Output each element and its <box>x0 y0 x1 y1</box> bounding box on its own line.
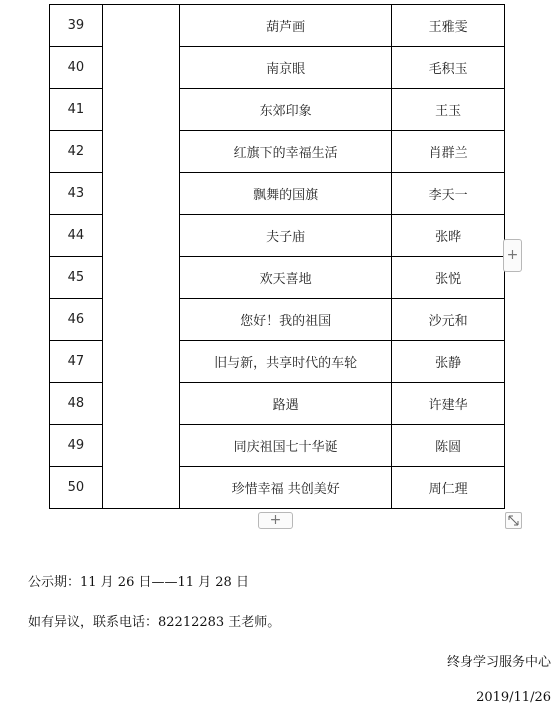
entry-number: 42 <box>50 131 103 173</box>
entry-title: 同庆祖国七十华诞 <box>180 425 392 467</box>
entry-number: 39 <box>50 5 103 47</box>
entry-number: 50 <box>50 467 103 509</box>
resize-diagonal-icon <box>506 513 521 528</box>
entry-author: 张晔 <box>392 215 505 257</box>
entry-title: 南京眼 <box>180 47 392 89</box>
entry-author: 周仁理 <box>392 467 505 509</box>
entries-table <box>49 4 505 509</box>
table-resize-handle[interactable] <box>505 512 522 529</box>
entry-title: 珍惜幸福 共创美好 <box>180 467 392 509</box>
entry-number: 47 <box>50 341 103 383</box>
entry-author: 肖群兰 <box>392 131 505 173</box>
notice-date: 2019/11/26 <box>476 690 551 705</box>
entry-number: 46 <box>50 299 103 341</box>
merged-blank-cell <box>102 5 179 509</box>
entry-author: 许建华 <box>392 383 505 425</box>
organization-name: 终身学习服务中心 <box>446 655 551 670</box>
entry-title: 旧与新，共享时代的车轮 <box>180 341 392 383</box>
entry-author: 沙元和 <box>392 299 505 341</box>
entry-title: 红旗下的幸福生活 <box>180 131 392 173</box>
notice-period-text: 公示期：11 月 26 日——11 月 28 日 <box>28 575 249 590</box>
entry-title: 路遇 <box>180 383 392 425</box>
add-row-button[interactable] <box>258 512 293 529</box>
entry-title: 夫子庙 <box>180 215 392 257</box>
entry-number: 41 <box>50 89 103 131</box>
entry-title: 您好！我的祖国 <box>180 299 392 341</box>
table-row <box>50 5 505 47</box>
entry-author: 张悦 <box>392 257 505 299</box>
entry-title: 东郊印象 <box>180 89 392 131</box>
entry-title: 欢天喜地 <box>180 257 392 299</box>
entry-author: 王雅雯 <box>392 5 505 47</box>
entry-number: 49 <box>50 425 103 467</box>
entry-number: 48 <box>50 383 103 425</box>
entry-number: 43 <box>50 173 103 215</box>
entry-title: 飘舞的国旗 <box>180 173 392 215</box>
add-column-button[interactable] <box>503 239 522 272</box>
entries-table-body <box>50 5 505 509</box>
entry-author: 李天一 <box>392 173 505 215</box>
plus-icon: + <box>506 247 519 263</box>
entry-number: 45 <box>50 257 103 299</box>
entry-title: 葫芦画 <box>180 5 392 47</box>
entry-number: 44 <box>50 215 103 257</box>
plus-icon: + <box>269 512 282 528</box>
entry-author: 毛积玉 <box>392 47 505 89</box>
entry-author: 陈圆 <box>392 425 505 467</box>
entry-number: 40 <box>50 47 103 89</box>
entry-author: 张静 <box>392 341 505 383</box>
contact-text: 如有异议，联系电话：82212283 王老师。 <box>28 615 281 630</box>
entry-author: 王玉 <box>392 89 505 131</box>
